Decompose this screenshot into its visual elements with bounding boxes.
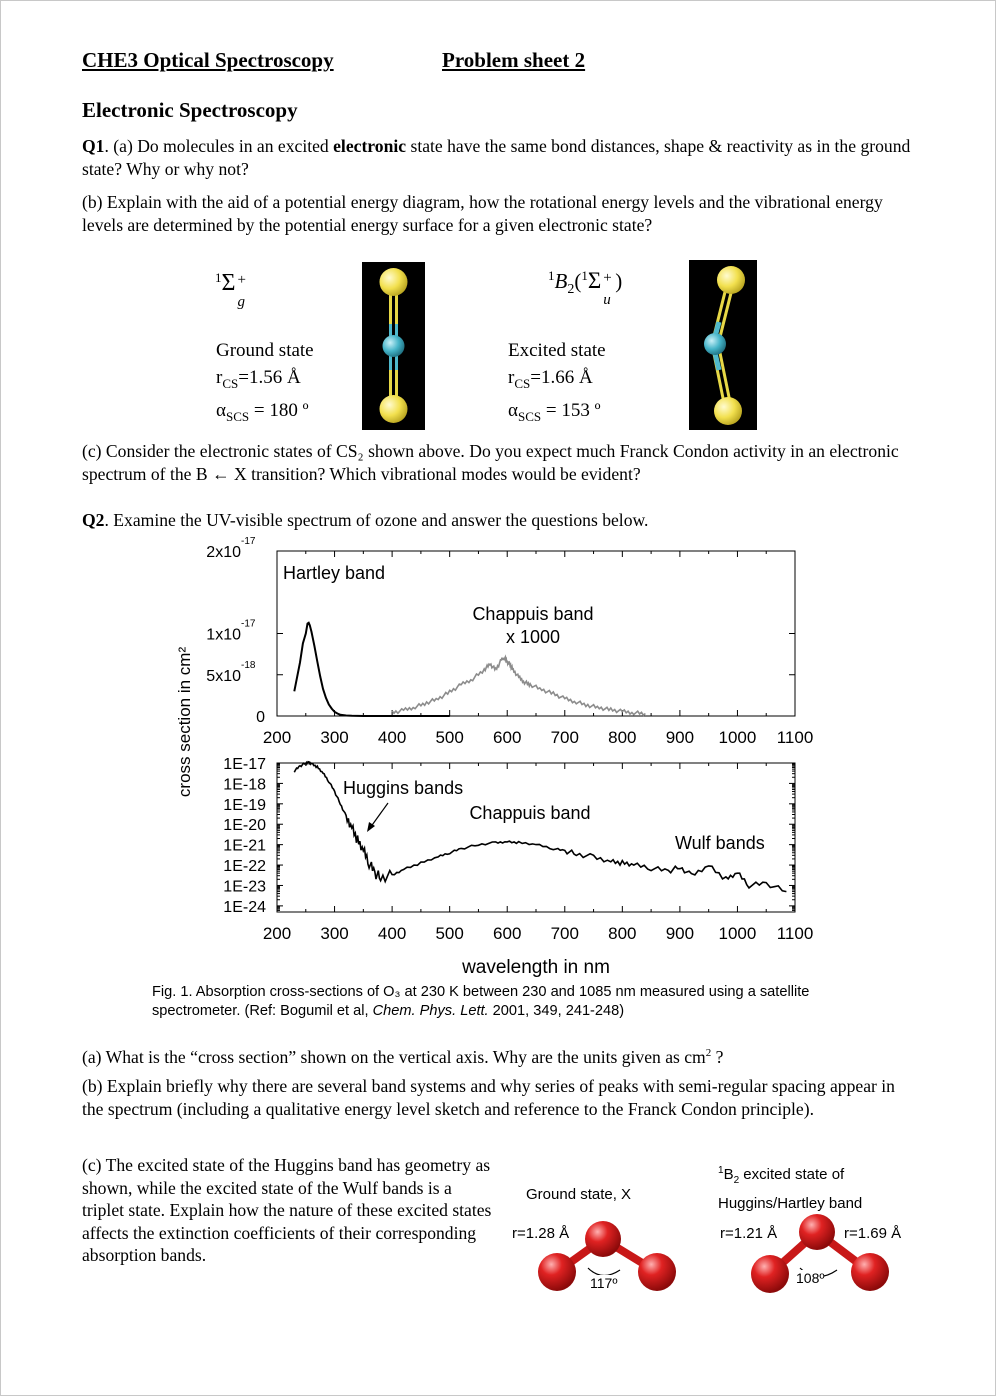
y-tick-exponent: -17 xyxy=(241,536,256,547)
sulfur-atom xyxy=(380,268,408,296)
oxygen-atom xyxy=(538,1253,576,1291)
x-tick-label: 500 xyxy=(435,728,464,747)
section-title: Electronic Spectroscopy xyxy=(82,98,298,122)
y-tick-label: 1x10 xyxy=(206,626,241,644)
oxygen-atom xyxy=(799,1214,835,1250)
q2-part-b: (b) Explain briefly why there are several band systems and why series of peaks with semi-regular spacing appear in the spectrum (including a qualitative energy level sketch and reference to the Franck Condon principle). xyxy=(82,1076,895,1119)
annotation-huggins-bands: Huggins bands xyxy=(343,778,464,798)
oxygen-atom xyxy=(638,1253,676,1291)
ground-term-symbol: $^1$Σ + g xyxy=(215,270,246,310)
q2-intro: Q2. Examine the UV-visible spectrum of ozone and answer the questions below. xyxy=(82,510,649,530)
q2-part-a: (a) What is the “cross section” shown on the vertical axis. Why are the units given as $cm^2$ ? xyxy=(82,1046,724,1067)
x-tick-label: 900 xyxy=(665,924,695,943)
ozone-ground-bond-length: r=1.28 Å xyxy=(512,1225,570,1242)
x-tick-label: 1100 xyxy=(776,728,814,747)
y-tick-exponent: -17 xyxy=(241,618,256,630)
q1-part-c: (c) Consider the electronic states of CS₂ shown above. Do you expect much Franck Condon activity in an electronic spectrum of the B ← X transition? Which vibrational modes would be evident? xyxy=(82,441,899,484)
x-tick-label: 200 xyxy=(262,924,292,943)
x-tick-label: 500 xyxy=(435,924,464,943)
ozone-excited-angle: 108º xyxy=(796,1270,825,1286)
ground-bond-length: $r_{CS}=1.56$ Å xyxy=(216,367,301,391)
y-tick-label: 1E-20 xyxy=(223,817,266,835)
x-tick-label: 1000 xyxy=(718,728,757,747)
cs2-excited-molecule-image xyxy=(689,260,757,430)
y-tick-label: 0 xyxy=(256,709,265,726)
ozone-excited-geometry xyxy=(745,1208,905,1300)
x-tick-label: 300 xyxy=(320,924,349,943)
x-tick-label: 900 xyxy=(665,728,695,747)
y-tick-label: 1E-24 xyxy=(223,898,266,916)
x-tick-label: 700 xyxy=(550,728,579,747)
x-tick-label: 400 xyxy=(377,924,407,943)
sulfur-atom xyxy=(714,397,742,425)
ozone-ground-label: Ground state, X xyxy=(526,1186,632,1203)
annotation-chappuis-band: Chappuis band xyxy=(472,604,594,624)
q1-part-a: Q1. (a) Do molecules in an excited electronic state have the same bond distances, shape & reactivity as in the ground state? Why or why not? xyxy=(82,136,911,179)
x-tick-label: 1000 xyxy=(718,924,757,943)
y-tick-label: 1E-23 xyxy=(223,878,266,896)
cs2-ground-molecule-image xyxy=(362,262,425,430)
excited-state-info xyxy=(508,337,606,430)
y-tick-label: 5x10 xyxy=(206,667,241,685)
sheet-title: Problem sheet 2 xyxy=(442,48,586,72)
x-tick-label: 300 xyxy=(320,728,349,747)
x-tick-label: 800 xyxy=(608,728,637,747)
x-tick-label: 200 xyxy=(262,728,292,747)
ozone-excited-bond-length-2: r=1.69 Å xyxy=(844,1225,902,1242)
ground-state-info xyxy=(216,337,314,430)
excited-term-symbol: $^1B_2(^1\Sigma$ + u ) xyxy=(548,268,623,308)
y-tick-label: 1E-22 xyxy=(223,858,266,876)
ozone-spectrum-chart xyxy=(160,535,840,983)
ground-bond-angle: $\alpha_{SCS} = 180$ º xyxy=(216,399,309,424)
q2-part-c: (c) The excited state of the Huggins band has geometry as shown, while the excited state of the Wulf bands is a triplet state. Explain how the nature of these excited states affects the extinction coefficients of their corresponding absorption bands. xyxy=(82,1155,492,1265)
ground-state-title: Ground state xyxy=(216,340,314,361)
figure-caption: Fig. 1. Absorption cross-sections of O₃ at 230 K between 230 and 1085 nm measured using a satellite spectrometer. (Ref: Bogumil et al, Chem. Phys. Lett. 2001, 349, 241-248) xyxy=(152,984,810,1019)
huggins-arrow-line xyxy=(370,803,388,828)
q1-part-b: (b) Explain with the aid of a potential energy diagram, how the rotational energy levels and the vibrational energy levels are determined by the potential energy surface for a given electronic state? xyxy=(82,192,883,235)
q1-label: Q1 xyxy=(82,136,105,156)
x-tick-label: 700 xyxy=(550,924,579,943)
course-title: CHE3 Optical Spectroscopy xyxy=(82,48,334,72)
ozone-excited-label: $^1B_2$ excited state of Huggins/Hartley band xyxy=(718,1165,863,1212)
carbon-atom xyxy=(383,335,405,357)
ozone-ground-angle: 117º xyxy=(590,1275,618,1291)
ozone-excited-bond-length-1: r=1.21 Å xyxy=(720,1225,778,1242)
x-tick-label: 400 xyxy=(377,728,407,747)
chappuis-band-trace xyxy=(392,657,645,715)
x-tick-label: 800 xyxy=(608,924,637,943)
carbon-atom xyxy=(704,333,726,355)
y-tick-label: 2x10 xyxy=(206,544,241,561)
x-tick-label: 600 xyxy=(493,728,522,747)
excited-state-title: Excited state xyxy=(508,340,606,361)
annotation-hartley-band: Hartley band xyxy=(283,563,386,583)
annotation-chappuis-band: Chappuis band xyxy=(469,803,591,823)
annotation-x1000: x 1000 xyxy=(505,627,561,647)
oxygen-atom xyxy=(751,1255,789,1293)
excited-bond-length: $r_{CS}=1.66$ Å xyxy=(508,367,593,391)
y-tick-exponent: -18 xyxy=(241,659,256,671)
y-tick-label: 1E-17 xyxy=(223,756,266,773)
oxygen-atom xyxy=(851,1253,889,1291)
y-axis-label: cross section in cm² xyxy=(175,646,194,798)
y-tick-label: 1E-21 xyxy=(223,837,266,855)
sulfur-atom xyxy=(717,266,745,294)
annotation-wulf-bands: Wulf bands xyxy=(675,833,765,853)
oxygen-atom xyxy=(585,1221,621,1257)
x-tick-label: 600 xyxy=(493,924,522,943)
q2-label: Q2 xyxy=(82,510,105,530)
excited-bond-angle: $\alpha_{SCS} = 153$ º xyxy=(508,399,601,424)
x-axis-label: wavelength in nm xyxy=(462,957,610,978)
y-tick-label: 1E-18 xyxy=(223,776,266,794)
sulfur-atom xyxy=(380,395,408,423)
y-tick-label: 1E-19 xyxy=(223,796,266,814)
x-tick-label: 1100 xyxy=(776,924,814,943)
